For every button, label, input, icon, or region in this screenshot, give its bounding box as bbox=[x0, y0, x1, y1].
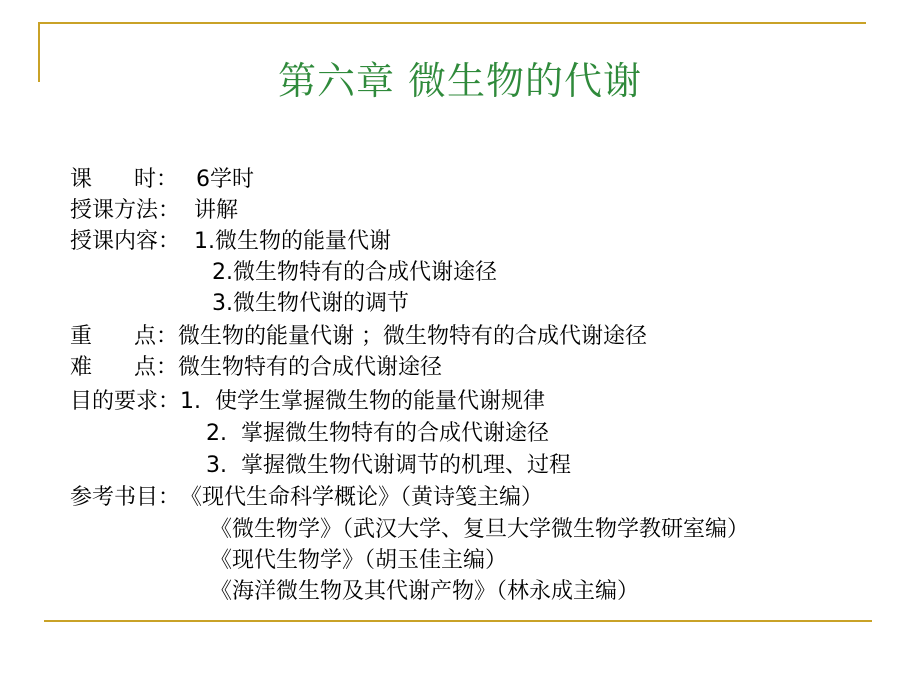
row-label: 重 点： bbox=[70, 324, 178, 349]
bottom-rule bbox=[44, 620, 872, 622]
row-value: 1.微生物的能量代谢 bbox=[194, 229, 392, 254]
slide-title: 第六章 微生物的代谢 bbox=[277, 59, 643, 103]
row-label: 难 点： bbox=[70, 355, 178, 380]
row-value: 《海洋微生物及其代谢产物》（林永成主编） bbox=[210, 579, 640, 604]
top-rule bbox=[38, 22, 866, 24]
row-value: 2.微生物特有的合成代谢途径 bbox=[212, 260, 497, 285]
row-value: 3. 掌握微生物代谢调节的机理、过程 bbox=[206, 453, 571, 478]
row-label: 目的要求： bbox=[70, 389, 181, 414]
row-label: 参考书目： bbox=[70, 485, 181, 510]
row-label: 课 时： bbox=[70, 167, 178, 192]
row-references-4 bbox=[196, 547, 639, 607]
row-value: 2. 掌握微生物特有的合成代谢途径 bbox=[206, 421, 549, 446]
row-value: 3.微生物代谢的调节 bbox=[212, 291, 409, 316]
row-value: 《现代生命科学概论》（黄诗笺主编） bbox=[180, 485, 544, 510]
row-value: 《现代生物学》（胡玉佳主编） bbox=[210, 548, 508, 573]
row-value: 微生物的能量代谢 ；微生物特有的合成代谢途径 bbox=[177, 324, 647, 349]
row-value: 《微生物学》（武汉大学、复旦大学微生物学教研室编） bbox=[210, 517, 750, 542]
row-value: 1. 使学生掌握微生物的能量代谢规律 bbox=[180, 389, 545, 414]
row-value: 微生物特有的合成代谢途径 bbox=[177, 355, 442, 380]
row-value: 讲解 bbox=[194, 198, 239, 223]
row-label: 授课内容： bbox=[70, 229, 181, 254]
row-value: 6学时 bbox=[195, 167, 254, 192]
row-label: 授课方法： bbox=[70, 198, 181, 223]
